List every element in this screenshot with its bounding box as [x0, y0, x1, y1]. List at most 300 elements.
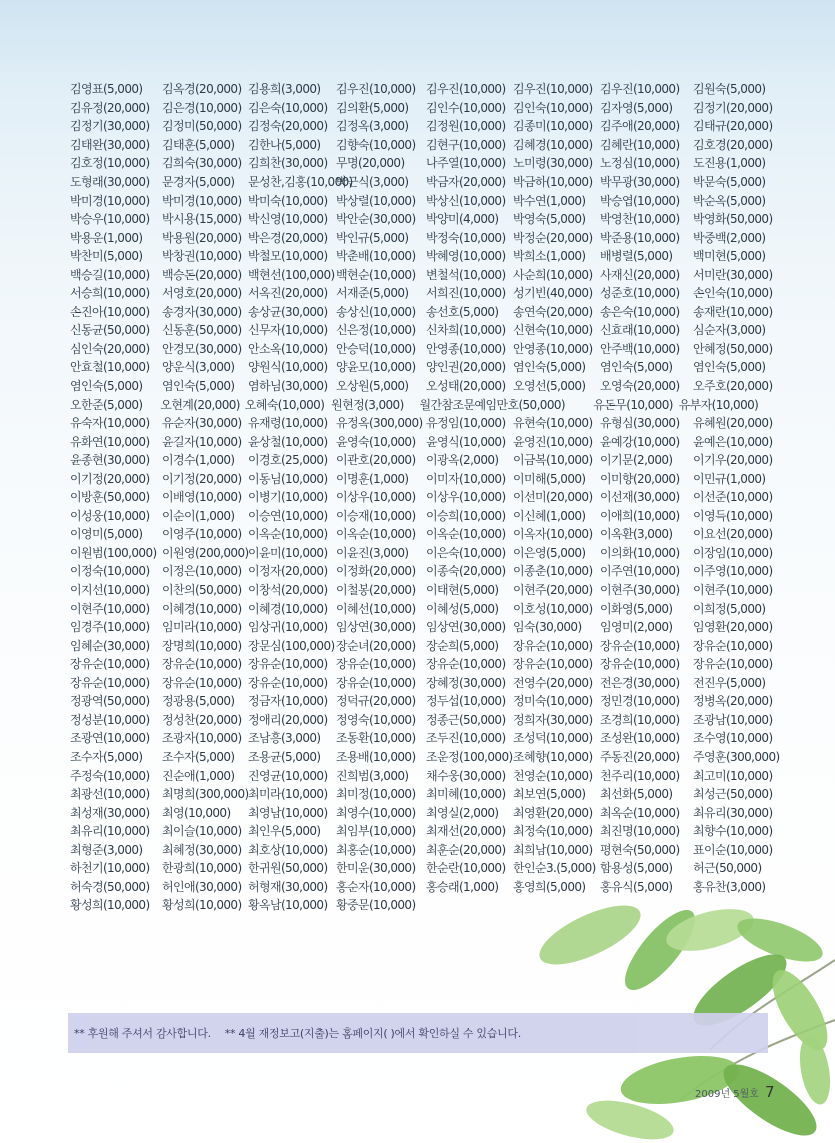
donor-entry: 사순희(10,000) — [513, 267, 593, 282]
donor-row — [70, 525, 773, 544]
donor-entry: 김호경(20,000) — [693, 137, 773, 152]
donor-entry: 장유순(10,000) — [600, 657, 680, 672]
donor-entry: 허근(50,000) — [693, 861, 762, 876]
donor-entry: 주동진(20,000) — [600, 749, 680, 764]
donor-entry: 이미자(10,000) — [426, 471, 506, 486]
donor-entry: 한광희(10,000) — [162, 861, 242, 876]
donor-entry: 이혜경(10,000) — [162, 601, 242, 616]
donor-entry: 서승희(10,000) — [70, 286, 150, 301]
donor-entry: 유현숙(10,000) — [513, 416, 593, 431]
donor-entry: 박안순(30,000) — [336, 212, 416, 227]
donor-row — [70, 636, 773, 655]
donor-entry: 송상신(10,000) — [336, 304, 416, 319]
donor-row — [70, 228, 770, 247]
donor-entry: 임상연(30,000) — [426, 620, 506, 635]
donor-entry: 염인숙(5,000) — [693, 360, 766, 375]
donor-entry: 장유순(10,000) — [600, 638, 680, 653]
donor-entry: 송선호(5,000) — [426, 304, 499, 319]
donor-row — [70, 507, 773, 526]
donor-entry: 장명희(10,000) — [162, 638, 242, 653]
donor-entry: 안영종(10,000) — [426, 341, 506, 356]
donor-entry: 조용배(10,000) — [336, 749, 416, 764]
donor-entry: 이명훈(1,000) — [336, 471, 409, 486]
donor-entry: 박혜영(10,000) — [426, 249, 506, 264]
donor-entry: 장유순(10,000) — [248, 657, 328, 672]
donor-entry: 박준용(10,000) — [600, 230, 680, 245]
donor-entry: 이혜성(5,000) — [426, 601, 499, 616]
donor-row — [70, 488, 773, 507]
donor-entry: 김한나(5,000) — [248, 137, 321, 152]
donor-entry: 박정순(20,000) — [513, 230, 593, 245]
donor-entry: 신현숙(10,000) — [513, 323, 593, 338]
donor-entry: 최미라(10,000) — [248, 787, 328, 802]
donor-entry: 손진아(10,000) — [70, 304, 150, 319]
donor-entry: 김향숙(10,000) — [336, 137, 416, 152]
donor-entry: 박근식(3,000) — [336, 175, 409, 189]
donor-entry: 이현주(10,000) — [70, 601, 150, 616]
donor-entry: 김희찬(30,000) — [248, 156, 328, 171]
donor-entry: 이종숙(20,000) — [426, 564, 506, 579]
donor-entry: 나주열(10,000) — [426, 156, 506, 171]
donor-row — [70, 154, 770, 173]
donor-entry: 최훈순(20,000) — [426, 842, 506, 857]
donor-entry: 김현구(10,000) — [426, 137, 506, 152]
donor-row — [70, 358, 770, 377]
donor-entry: 유형심(30,000) — [600, 416, 680, 431]
donor-entry: 주정숙(10,000) — [70, 768, 150, 783]
donor-entry: 이현주(30,000) — [600, 583, 680, 598]
donor-entry: 최홍순(10,000) — [336, 842, 416, 857]
donor-entry: 허형재(30,000) — [248, 879, 328, 894]
donor-entry: 최고미(10,000) — [693, 768, 773, 783]
donor-row — [70, 599, 770, 618]
donor-entry: 유혜원(20,000) — [693, 416, 773, 431]
donor-entry: 표이순(10,000) — [693, 842, 773, 857]
donor-row — [70, 247, 770, 266]
donor-entry: 신동균(50,000) — [70, 323, 150, 338]
donor-entry: 이승재(10,000) — [336, 508, 416, 523]
donor-entry: 박문숙(5,000) — [693, 175, 766, 189]
donor-entry: 최미정(10,000) — [336, 787, 416, 802]
donor-entry: 정종근(50,000) — [426, 712, 506, 727]
donor-row — [70, 692, 773, 711]
donor-entry: 노미령(30,000) — [513, 156, 593, 171]
donor-entry: 김주애(20,000) — [600, 119, 680, 134]
donor-entry: 박승엽(10,000) — [600, 193, 680, 208]
donor-entry: 이종춘(10,000) — [513, 564, 593, 579]
donor-entry: 홍유찬(3,000) — [693, 879, 766, 894]
donor-entry: 김정옥(3,000) — [336, 119, 409, 134]
donor-entry: 진순애(1,000) — [162, 768, 235, 783]
donor-entry: 김정기(20,000) — [693, 100, 773, 115]
donor-entry: 임영환(20,000) — [693, 620, 773, 635]
donor-entry: 김은숙(10,000) — [248, 100, 328, 115]
donor-entry: 서옥진(20,000) — [248, 286, 328, 301]
donor-entry: 최호상(10,000) — [248, 842, 328, 857]
donor-row — [70, 618, 773, 637]
donor-entry: 오한준(5,000) — [70, 397, 143, 412]
donor-entry: 이옥순(10,000) — [336, 527, 416, 542]
donor-entry: 백현선(100,000) — [248, 267, 335, 282]
donor-entry: 신차희(10,000) — [426, 323, 506, 338]
donor-entry: 장유순(10,000) — [70, 657, 150, 672]
donor-entry: 무명(20,000) — [336, 156, 405, 171]
donor-entry: 이병기(10,000) — [248, 490, 328, 505]
donor-entry: 황성희(10,000) — [70, 898, 150, 913]
donor-entry: 허인애(30,000) — [162, 879, 242, 894]
donor-entry: 조수자(5,000) — [162, 749, 235, 764]
donor-entry: 장유순(10,000) — [513, 657, 593, 672]
donor-entry: 조두진(10,000) — [426, 731, 506, 746]
donor-entry: 최이슬(10,000) — [162, 824, 242, 839]
issue-label: 2009년 5월호 — [695, 1089, 759, 1100]
donor-entry: 정덕규(20,000) — [336, 694, 416, 709]
donor-entry: 유재령(10,000) — [248, 416, 328, 431]
donor-entry: 박창권(10,000) — [162, 249, 242, 264]
donor-row — [70, 729, 773, 748]
donor-entry: 김영표(5,000) — [70, 82, 143, 97]
donor-entry: 백승돈(20,000) — [162, 267, 242, 282]
donor-entry: 박미숙(10,000) — [248, 193, 328, 208]
donor-entry: 최영남(10,000) — [248, 805, 328, 820]
donor-entry: 조성완(10,000) — [600, 731, 680, 746]
donor-entry: 이배영(10,000) — [162, 490, 242, 505]
donor-row — [70, 136, 773, 155]
donor-entry: 윤상철(10,000) — [248, 434, 328, 449]
donor-entry: 양운식(3,000) — [162, 360, 235, 375]
donor-entry: 이기우(20,000) — [693, 453, 773, 468]
donor-entry: 이원범(100,000) — [70, 545, 157, 560]
donor-entry: 김정기(30,000) — [70, 119, 150, 134]
donor-entry: 김용희(3,000) — [248, 82, 321, 97]
donor-entry: 송은숙(10,000) — [600, 304, 680, 319]
donor-entry: 장유순(10,000) — [162, 657, 242, 672]
donor-entry: 문성찬,김홍(10,000) — [248, 175, 353, 189]
donor-entry: 박은경(20,000) — [248, 230, 328, 245]
donor-entry: 안경모(30,000) — [162, 341, 242, 356]
donor-row — [70, 80, 770, 99]
donor-entry: 원현정(3,000) — [331, 397, 404, 412]
donor-entry: 정희자(30,000) — [513, 712, 593, 727]
donor-entry: 심순자(3,000) — [693, 323, 766, 338]
donor-row — [70, 581, 773, 600]
donor-entry: 전은경(30,000) — [600, 675, 680, 690]
donor-row — [70, 117, 773, 136]
page-number: 7 — [764, 1083, 775, 1101]
donor-entry: 김옥경(20,000) — [162, 82, 242, 97]
donor-row — [70, 340, 773, 359]
donor-entry: 오현계(20,000) — [160, 397, 240, 412]
donor-entry: 최진명(10,000) — [600, 824, 680, 839]
donor-entry: 주영훈(300,000) — [693, 749, 780, 764]
donor-entry: 월간참조문예임만호(50,000) — [419, 397, 565, 412]
donor-entry: 윤종현(30,000) — [70, 453, 150, 468]
donor-entry: 임경주(10,000) — [70, 620, 150, 635]
donor-entry: 장유순(10,000) — [162, 675, 242, 690]
donor-entry: 이정자(20,000) — [248, 564, 328, 579]
donor-row — [70, 265, 773, 284]
donor-entry: 이원영(200,000) — [162, 545, 249, 560]
donor-entry: 이옥순(10,000) — [426, 527, 506, 542]
donor-entry: 이미해(5,000) — [513, 471, 586, 486]
donor-entry: 박춘배(10,000) — [336, 249, 416, 264]
donor-entry: 홍승래(1,000) — [426, 879, 499, 894]
donor-entry: 최명희(300,000) — [162, 787, 249, 802]
donor-entry: 이상우(10,000) — [426, 490, 506, 505]
donor-entry: 채수웅(30,000) — [426, 768, 506, 783]
donor-entry: 장유순(10,000) — [248, 675, 328, 690]
donor-entry: 이요선(20,000) — [693, 527, 773, 542]
donor-entry: 이경호(25,000) — [248, 453, 328, 468]
donor-entry: 이태현(5,000) — [426, 583, 499, 598]
donor-entry: 이애희(10,000) — [600, 508, 680, 523]
donor-entry: 조수자(5,000) — [70, 749, 143, 764]
donor-entry: 도진용(1,000) — [693, 156, 766, 171]
donor-entry: 임영미(2,000) — [600, 620, 673, 635]
thanks-note: ** 후원해 주셔서 감사합니다. — [74, 1027, 211, 1040]
donor-entry: 한순란(10,000) — [426, 861, 506, 876]
donor-entry: 윤영진(10,000) — [513, 434, 593, 449]
donor-entry: 노정심(10,000) — [600, 156, 680, 171]
donor-entry: 정미숙(10,000) — [513, 694, 593, 709]
donor-entry: 임상귀(10,000) — [248, 620, 328, 635]
donor-entry: 박금하(10,000) — [513, 175, 593, 189]
donor-row — [70, 321, 770, 340]
donor-entry: 최정숙(10,000) — [513, 824, 593, 839]
donor-entry: 장문심(100,000) — [248, 638, 335, 653]
donor-entry: 신동훈(50,000) — [162, 323, 242, 338]
donor-row — [70, 451, 773, 470]
donor-entry: 정성찬(20,000) — [162, 712, 242, 727]
donor-entry: 이찬의(50,000) — [162, 583, 242, 598]
donor-entry: 안소옥(10,000) — [248, 341, 328, 356]
donor-entry: 정민경(10,000) — [600, 694, 680, 709]
donor-entry: 김정미(50,000) — [162, 119, 242, 134]
donor-entry: 박영찬(10,000) — [600, 212, 680, 227]
donor-row — [70, 432, 773, 451]
donor-entry: 이옥환(3,000) — [600, 527, 673, 542]
donor-entry: 천영순(10,000) — [513, 768, 593, 783]
notice-bar — [68, 1013, 768, 1053]
donor-entry: 양인권(20,000) — [426, 360, 506, 375]
donor-entry: 최유리(10,000) — [70, 824, 150, 839]
donor-entry: 조성덕(10,000) — [513, 731, 593, 746]
donor-entry: 도형래(30,000) — [70, 175, 150, 189]
donor-row — [70, 822, 773, 841]
donor-entry: 박미경(10,000) — [162, 193, 242, 208]
donor-row — [70, 377, 773, 396]
donor-entry: 송연숙(20,000) — [513, 304, 593, 319]
donor-row — [70, 766, 773, 785]
donor-entry: 문경자(5,000) — [162, 175, 235, 189]
donor-entry: 조동환(10,000) — [336, 731, 416, 746]
donor-entry: 최형준(3,000) — [70, 842, 143, 857]
donor-entry: 김정숙(20,000) — [248, 119, 328, 134]
donor-entry: 사재신(20,000) — [600, 267, 680, 282]
donor-entry: 최선화(5,000) — [600, 787, 673, 802]
donor-entry: 이지선(10,000) — [70, 583, 150, 598]
donor-row — [70, 711, 773, 730]
donor-entry: 염인숙(5,000) — [70, 379, 143, 394]
donor-entry: 정병옥(20,000) — [693, 694, 773, 709]
donor-entry: 최인우(5,000) — [248, 824, 321, 839]
donor-entry: 김태완(30,000) — [70, 137, 150, 152]
donor-entry: 서재준(5,000) — [336, 286, 409, 301]
donor-entry: 서영호(20,000) — [162, 286, 242, 301]
donor-entry: 박승우(10,000) — [70, 212, 150, 227]
donor-entry: 김태규(20,000) — [693, 119, 773, 134]
donor-entry: 조용균(5,000) — [248, 749, 321, 764]
donor-entry: 김혜경(10,000) — [513, 137, 593, 152]
donor-entry: 홍순자(10,000) — [336, 879, 416, 894]
donor-row — [70, 210, 773, 229]
donor-entry: 윤영숙(10,000) — [336, 434, 416, 449]
donor-entry: 염하님(30,000) — [248, 379, 328, 394]
donor-entry: 최성근(50,000) — [693, 787, 773, 802]
finance-report-note: ** 4월 재정보고(지출)는 홈페이지( )에서 확인하실 수 있습니다. — [224, 1027, 521, 1040]
donor-entry: 유부자(10,000) — [678, 397, 759, 412]
donor-entry: 변철석(10,000) — [426, 267, 506, 282]
donor-entry: 황옥남(10,000) — [248, 898, 328, 913]
donor-entry: 서희진(10,000) — [426, 286, 506, 301]
donor-entry: 이현주(20,000) — [513, 583, 593, 598]
donor-entry: 이창석(20,000) — [248, 583, 328, 598]
donor-entry: 박희소(1,000) — [513, 249, 586, 264]
donor-entry: 박금자(20,000) — [426, 175, 506, 189]
donor-entry: 이순이(1,000) — [162, 508, 235, 523]
donor-entry: 이의화(10,000) — [600, 545, 680, 560]
donor-entry: 김정원(10,000) — [426, 119, 506, 134]
donor-row — [70, 303, 773, 322]
donor-entry: 하천기(10,000) — [70, 861, 150, 876]
donor-entry: 박미경(10,000) — [70, 193, 150, 208]
donor-entry: 이옥자(10,000) — [513, 527, 593, 542]
donor-entry: 진희범(3,000) — [336, 768, 409, 783]
donor-row — [70, 748, 780, 767]
donor-entry: 진영균(10,000) — [248, 768, 328, 783]
donor-entry: 이동님(10,000) — [248, 471, 328, 486]
donor-row — [70, 173, 770, 192]
donor-entry: 한미운(30,000) — [336, 861, 416, 876]
donor-entry: 이금복(10,000) — [513, 453, 593, 468]
donor-row — [70, 803, 773, 822]
donor-entry: 박순옥(5,000) — [693, 193, 766, 208]
donor-entry: 최유리(30,000) — [693, 805, 773, 820]
donor-entry: 성기빈(40,000) — [513, 286, 593, 301]
donor-entry: 이화영(5,000) — [600, 601, 673, 616]
page-footer — [695, 1083, 775, 1101]
donor-entry: 박용원(20,000) — [162, 230, 242, 245]
donor-entry: 박무광(30,000) — [600, 175, 680, 189]
donor-entry: 윤예강(10,000) — [600, 434, 680, 449]
donor-entry: 조혜향(10,000) — [513, 749, 593, 764]
donor-entry: 김은경(10,000) — [162, 100, 242, 115]
donor-entry: 최광선(10,000) — [70, 787, 150, 802]
donor-entry: 조광자(10,000) — [162, 731, 242, 746]
donor-entry: 조경희(10,000) — [600, 712, 680, 727]
donor-entry: 이민규(1,000) — [693, 471, 766, 486]
donor-entry: 조광연(10,000) — [70, 731, 150, 746]
donor-entry: 함용성(5,000) — [600, 861, 673, 876]
donor-entry: 최혜정(30,000) — [162, 842, 242, 857]
donor-entry: 유돈무(10,000) — [593, 397, 673, 412]
donor-entry: 박철모(10,000) — [248, 249, 328, 264]
donor-entry: 이미향(20,000) — [600, 471, 680, 486]
donor-entry: 최성재(30,000) — [70, 805, 150, 820]
donor-entry: 유정옥(300,000) — [336, 416, 423, 431]
donor-entry: 천주리(10,000) — [600, 768, 680, 783]
donor-entry: 이승희(10,000) — [426, 508, 506, 523]
donor-entry: 한귀원(50,000) — [248, 861, 328, 876]
donor-entry: 오영선(5,000) — [513, 379, 586, 394]
donor-entry: 양원식(10,000) — [248, 360, 328, 375]
donor-entry: 김인숙(10,000) — [513, 100, 593, 115]
donor-entry: 송상균(30,000) — [248, 304, 328, 319]
donor-entry: 조수영(10,000) — [693, 731, 773, 746]
donor-entry: 신무자(10,000) — [248, 323, 328, 338]
donor-entry: 윤영식(10,000) — [426, 434, 506, 449]
donor-entry: 이방훈(50,000) — [70, 490, 150, 505]
donor-entry: 유숙자(10,000) — [70, 416, 150, 431]
donor-entry: 이기문(2,000) — [600, 453, 673, 468]
donor-entry: 이광옥(2,000) — [426, 453, 499, 468]
donor-entry: 이기정(20,000) — [70, 471, 150, 486]
donor-entry: 이윤미(10,000) — [248, 545, 328, 560]
donor-entry: 이상우(10,000) — [336, 490, 416, 505]
donor-entry: 장유순(10,000) — [693, 638, 773, 653]
donor-entry: 박수연(1,000) — [513, 193, 586, 208]
donor-entry: 이성웅(10,000) — [70, 508, 150, 523]
donor-row — [70, 878, 770, 897]
donor-entry: 유순자(30,000) — [162, 416, 242, 431]
donor-entry: 이윤진(3,000) — [336, 545, 409, 560]
donor-entry: 정영숙(10,000) — [336, 712, 416, 727]
donor-entry: 이은숙(10,000) — [426, 545, 506, 560]
donor-entry: 최옥순(10,000) — [600, 805, 680, 820]
donor-entry: 임혜순(30,000) — [70, 638, 150, 653]
donor-entry: 최미혜(10,000) — [426, 787, 506, 802]
donor-row — [70, 674, 770, 693]
donor-entry: 안승덕(10,000) — [336, 341, 416, 356]
donor-entry: 박정숙(10,000) — [426, 230, 506, 245]
donor-entry: 윤예은(10,000) — [693, 434, 773, 449]
donor-entry: 이영득(10,000) — [693, 508, 773, 523]
donor-entry: 김호정(10,000) — [70, 156, 150, 171]
donor-row — [70, 655, 773, 674]
donor-entry: 장순희(5,000) — [426, 638, 499, 653]
donor-row — [70, 859, 770, 878]
donor-entry: 박중백(2,000) — [693, 230, 766, 245]
donor-entry: 이선준(10,000) — [693, 490, 773, 505]
donor-entry: 김태훈(5,000) — [162, 137, 235, 152]
donor-entry: 장유순(10,000) — [336, 675, 416, 690]
donor-entry: 오혜숙(10,000) — [244, 397, 325, 412]
donor-entry: 김우진(10,000) — [426, 82, 506, 97]
donor-entry: 최희남(10,000) — [513, 842, 593, 857]
donor-entry: 이선재(30,000) — [600, 490, 680, 505]
donor-entry: 안주백(10,000) — [600, 341, 680, 356]
donor-entry: 정애리(20,000) — [248, 712, 328, 727]
donor-entry: 오주호(20,000) — [693, 379, 773, 394]
donor-entry: 박찬미(5,000) — [70, 249, 143, 264]
donor-entry: 이혜경(10,000) — [248, 601, 328, 616]
donor-entry: 정광용(5,000) — [162, 694, 235, 709]
donor-row — [70, 840, 773, 859]
donor-entry: 정두섭(10,000) — [426, 694, 506, 709]
donor-row — [70, 562, 773, 581]
donor-entry: 김원숙(5,000) — [693, 82, 766, 97]
donor-entry: 허숙경(50,000) — [70, 879, 150, 894]
